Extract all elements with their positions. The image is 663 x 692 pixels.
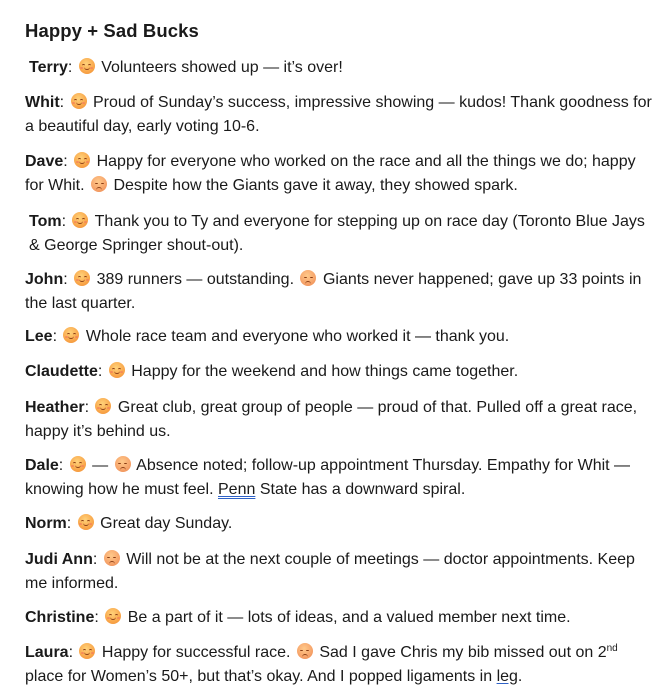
speaker-name: John [25, 271, 64, 288]
smiling-face-icon [71, 93, 87, 109]
smiling-face-icon [63, 327, 79, 343]
speaker-name: Heather [25, 399, 85, 416]
speaker-name: Lee [25, 328, 53, 345]
entry-heather: Heather: Great club, great group of people — proud of that. Pulled off a great race, happy it’s behind us. [25, 399, 638, 440]
entry-text: State has a downward spiral. [255, 480, 466, 498]
entry-text: Absence noted; follow-up appointment Thursday. Empathy for Whit — knowing how he must feel. [25, 457, 631, 498]
smiling-face-icon [79, 643, 95, 659]
smiling-face-icon [70, 456, 86, 472]
smiling-face-icon [105, 608, 121, 624]
speaker-name: Dave [25, 153, 64, 170]
entry-text: Sad I gave Chris my bib missed out on 2 [319, 644, 607, 661]
sad-face-icon [115, 456, 131, 472]
spellcheck-underlined-word[interactable]: leg [496, 667, 518, 685]
entry-dale: Dale: — Absence noted; follow-up appointment Thursday. Empathy for Whit — knowing how he must feel. Penn State has a downward spiral. [25, 457, 631, 498]
entry-text: Proud of Sunday’s success, impressive showing — kudos! Thank goodness for a beautiful day, early voting 10-6. [25, 94, 652, 135]
entry-text: Giants never happened; gave up 33 points in the last quarter. [25, 271, 642, 312]
entry-text: Despite how the Giants gave it away, they showed spark. [113, 176, 518, 194]
entry-whit: Whit: Proud of Sunday’s success, impressive showing — kudos! Thank goodness for a beautiful day, early voting 10-6. [25, 94, 652, 135]
smiling-face-icon [109, 362, 125, 378]
entry-christine: Christine: Be a part of it — lots of ideas, and a valued member next time. [25, 609, 571, 626]
smiling-face-icon [79, 58, 95, 74]
smiling-face-icon [74, 152, 90, 168]
speaker-name: Judi Ann [25, 551, 93, 568]
sad-face-icon [297, 643, 313, 659]
smiling-face-icon [95, 398, 111, 414]
entry-text: Great day Sunday. [100, 515, 233, 532]
entry-text: Happy for successful race. [101, 644, 291, 661]
entry-text: 389 runners — outstanding. [96, 271, 295, 288]
entry-text: Happy for everyone who worked on the race and all the things we do; happy for Whit. [25, 153, 636, 194]
entry-text: Volunteers showed up — it’s over! [101, 59, 343, 76]
sad-face-icon [300, 270, 316, 286]
entry-text: Will not be at the next couple of meetings — doctor appointments. Keep me informed. [25, 551, 635, 592]
spellcheck-underlined-word[interactable]: Penn [218, 480, 256, 498]
sad-face-icon [91, 176, 107, 192]
speaker-name: Norm [25, 515, 67, 532]
entry-norm: Norm: Great day Sunday. [25, 515, 233, 532]
speaker-name: Terry [29, 59, 68, 76]
speaker-name: Dale [25, 457, 59, 474]
entry-lee: Lee: Whole race team and everyone who worked it — thank you. [25, 328, 510, 345]
entry-text: Happy for the weekend and how things came together. [131, 363, 519, 380]
entry-text: place for Women’s 50+, but that’s okay. And I popped ligaments in [25, 667, 497, 685]
entry-judi-ann: Judi Ann: Will not be at the next couple of meetings — doctor appointments. Keep me informed. [25, 551, 635, 592]
speaker-name: Claudette [25, 363, 98, 380]
entry-text: . [517, 667, 523, 685]
sad-face-icon [104, 550, 120, 566]
entry-john: John: 389 runners — outstanding. Giants never happened; gave up 33 points in the last quarter. [25, 271, 642, 312]
entry-text: — [92, 457, 109, 474]
smiling-face-icon [78, 514, 94, 530]
document-title: Happy + Sad Bucks [25, 20, 199, 41]
smiling-face-icon [72, 212, 88, 228]
entry-text: Great club, great group of people — proud of that. Pulled off a great race, happy it’s behind us. [25, 399, 638, 440]
speaker-name: Laura [25, 644, 69, 661]
speaker-name: Whit [25, 94, 60, 111]
entry-laura: Laura: Happy for successful race. Sad I gave Chris my bib missed out on 2nd place for Women’s 50+, but that’s okay. And I popped ligaments in leg. [25, 643, 618, 685]
speaker-name: Tom [29, 213, 62, 230]
entry-text: Be a part of it — lots of ideas, and a valued member next time. [127, 609, 571, 626]
entry-claudette: Claudette: Happy for the weekend and how things came together. [25, 363, 519, 380]
entry-text: Whole race team and everyone who worked it — thank you. [85, 328, 510, 345]
ordinal-suffix: nd [606, 643, 618, 654]
entry-dave: Dave: Happy for everyone who worked on the race and all the things we do; happy for Whit. Despite how the Giants gave it away, they showed spark. [25, 153, 636, 194]
entry-terry: Terry: Volunteers showed up — it’s over! [29, 59, 343, 76]
speaker-name: Christine [25, 609, 95, 626]
entry-text: Thank you to Ty and everyone for stepping up on race day (Toronto Blue Jays & George Springer shout-out). [29, 213, 645, 254]
entry-tom: Tom: Thank you to Ty and everyone for stepping up on race day (Toronto Blue Jays & George Springer shout-out). [29, 213, 645, 254]
smiling-face-icon [74, 270, 90, 286]
